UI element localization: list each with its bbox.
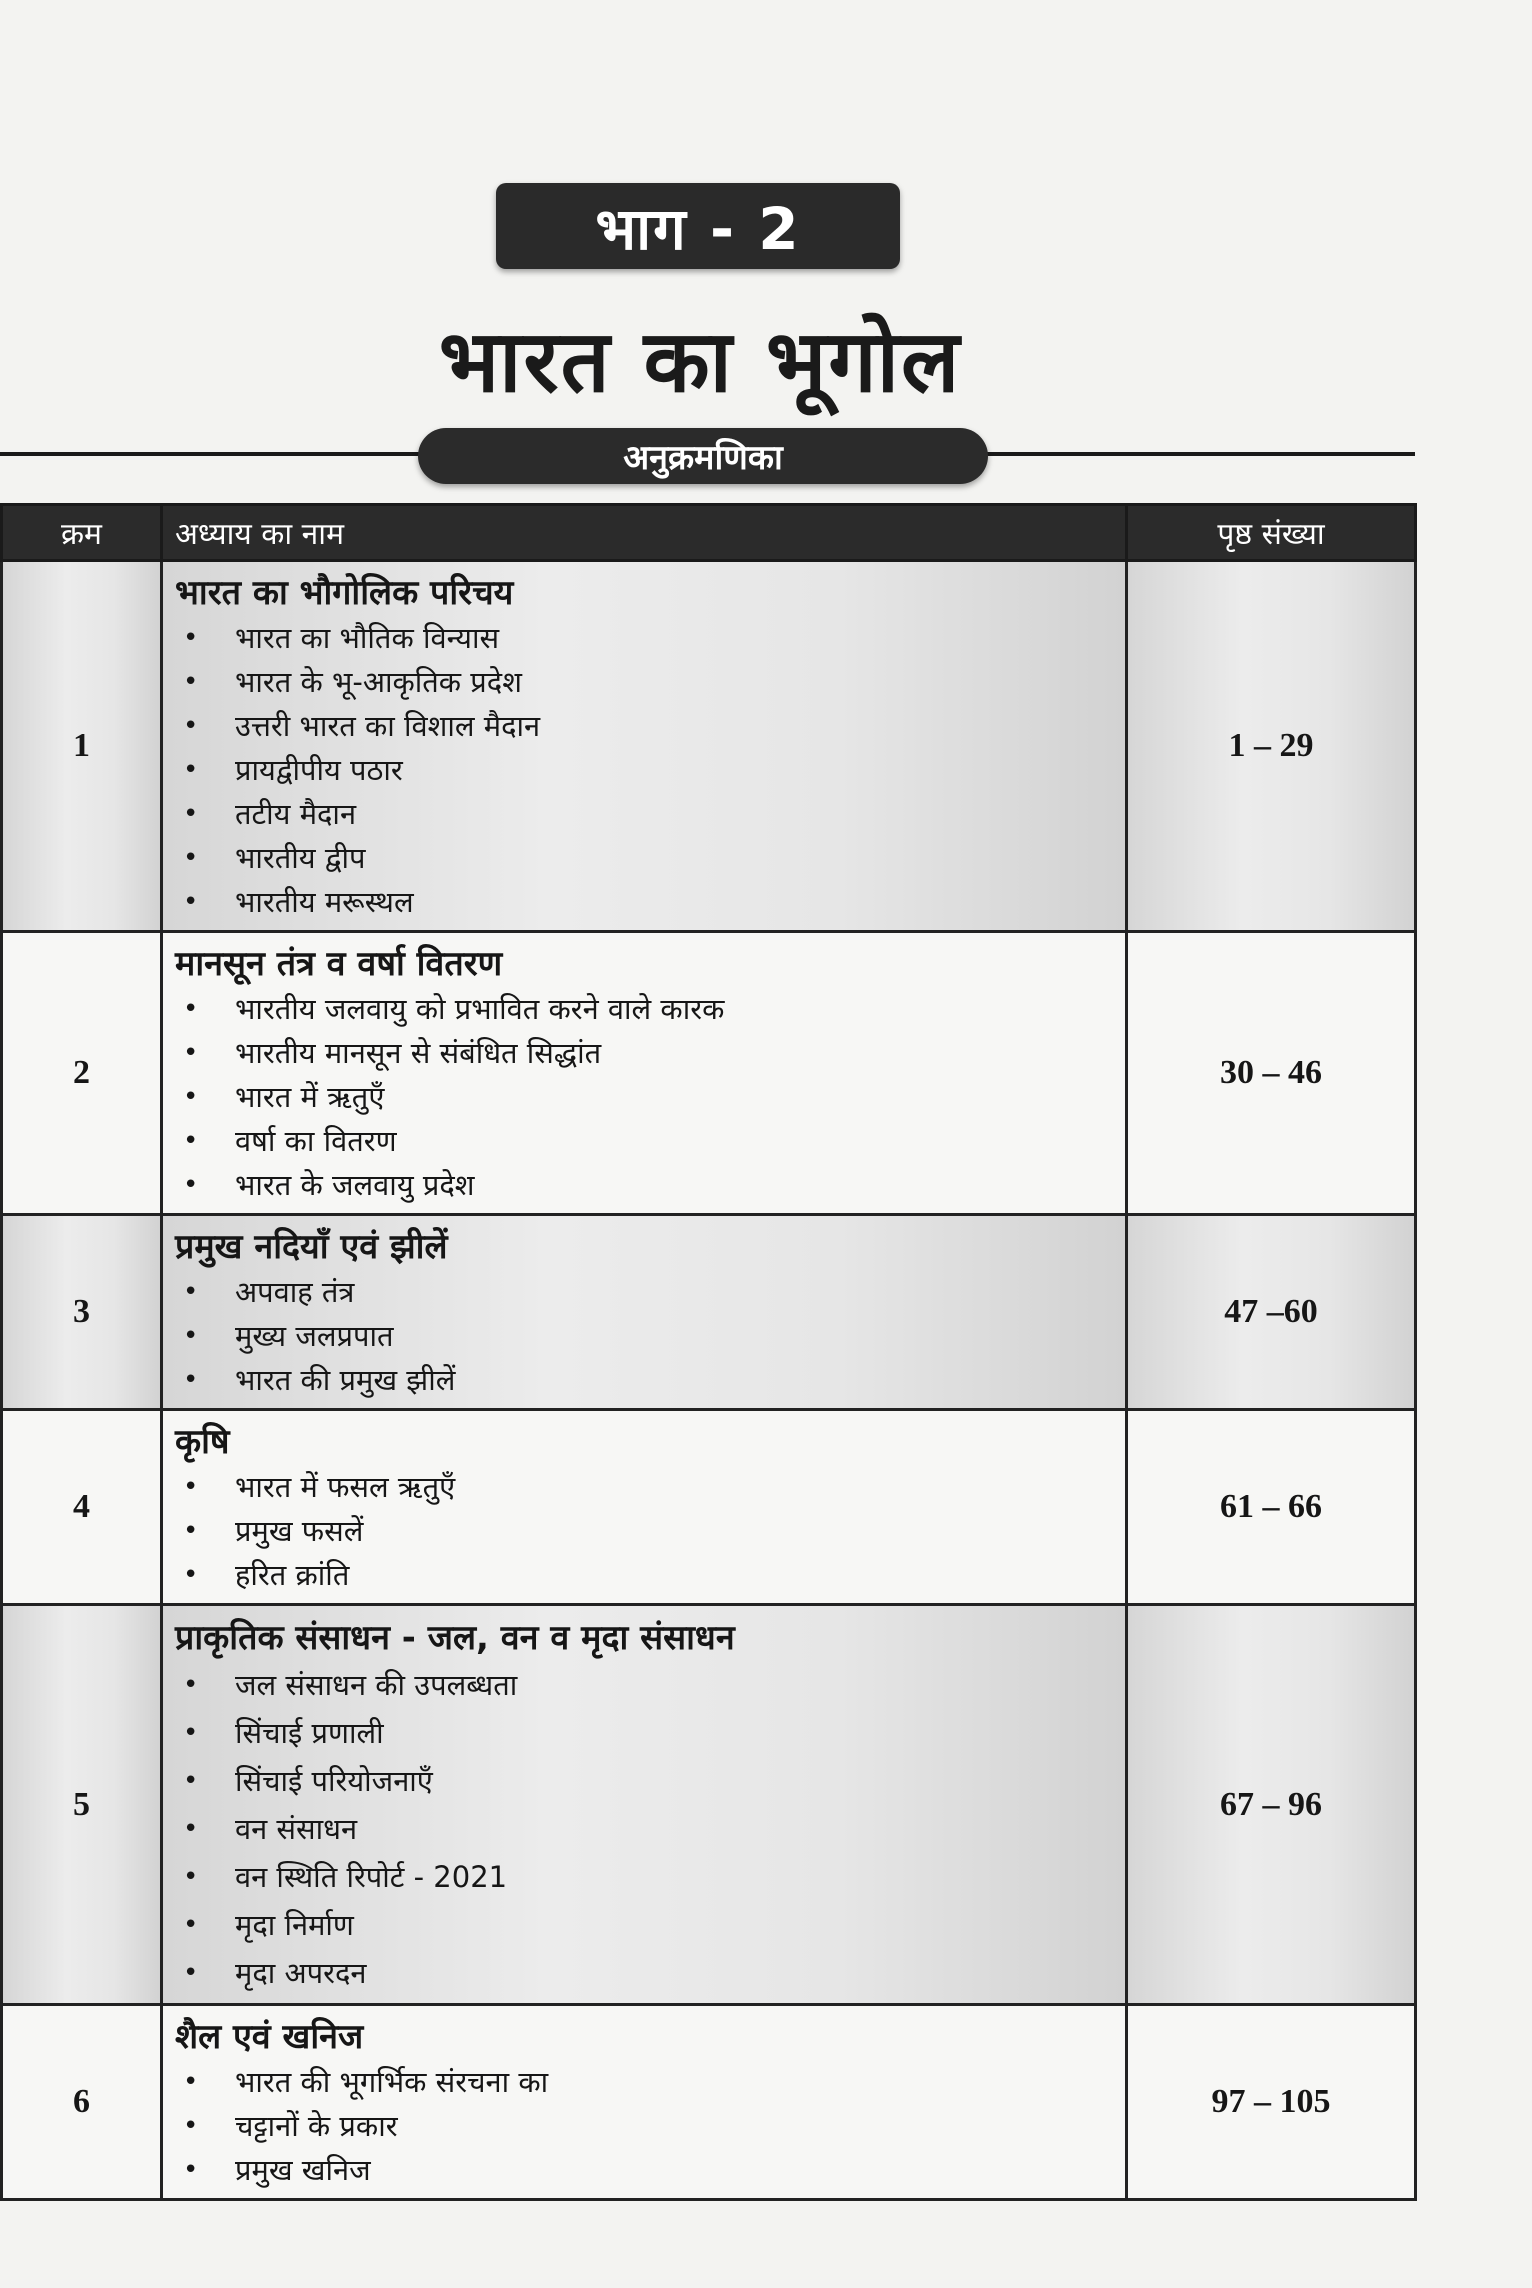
topic-item	[175, 1314, 1113, 1358]
bullet-icon: •	[183, 1717, 199, 1748]
topic-text: भारत के जलवायु प्रदेश	[235, 1168, 475, 1202]
bullet-icon: •	[183, 623, 199, 653]
header-chapter: अध्याय का नाम	[162, 505, 1127, 561]
chapter-cell	[162, 1215, 1127, 1410]
topic-list	[175, 2060, 1113, 2192]
header-page: पृष्ठ संख्या	[1127, 505, 1416, 561]
topic-text: भारतीय मरूस्थल	[235, 885, 414, 919]
chapter-number: 1	[2, 561, 162, 932]
table-row	[2, 2005, 1416, 2200]
topic-item	[175, 1465, 1113, 1509]
bullet-icon: •	[183, 1277, 199, 1307]
topic-item	[175, 1509, 1113, 1553]
topic-text: प्रमुख फसलें	[235, 1514, 364, 1548]
chapter-number: 2	[2, 932, 162, 1215]
topic-list	[175, 987, 1113, 1207]
page-range: 47 –60	[1127, 1215, 1416, 1410]
bullet-icon: •	[183, 843, 199, 873]
topic-text: वन स्थिति रिपोर्ट - 2021	[235, 1859, 508, 1894]
topic-text: भारतीय जलवायु को प्रभावित करने वाले कारक	[235, 992, 725, 1026]
bullet-icon: •	[183, 1170, 199, 1200]
topic-text: प्रमुख खनिज	[235, 2153, 371, 2187]
topic-item	[175, 704, 1113, 748]
table-row	[2, 1605, 1416, 2005]
chapter-title: भारत का भौगोलिक परिचय	[175, 573, 514, 613]
topic-item	[175, 660, 1113, 704]
topic-text: चट्टानों के प्रकार	[235, 2109, 398, 2143]
topic-item	[175, 1031, 1113, 1075]
chapter-title: शैल एवं खनिज	[175, 2017, 364, 2057]
topic-item	[175, 1163, 1113, 1207]
bullet-icon: •	[183, 1957, 199, 1988]
topic-list	[175, 1661, 1113, 1997]
chapter-number: 4	[2, 1410, 162, 1605]
topic-item	[175, 2060, 1113, 2104]
chapter-title: प्राकृतिक संसाधन - जल, वन व मृदा संसाधन	[175, 1617, 735, 1658]
bullet-icon: •	[183, 1082, 199, 1112]
topic-list	[175, 1465, 1113, 1597]
bullet-icon: •	[183, 887, 199, 917]
table-row	[2, 1410, 1416, 1605]
bullet-icon: •	[183, 1861, 199, 1892]
topic-item	[175, 1358, 1113, 1402]
topic-item	[175, 2104, 1113, 2148]
chapter-title: प्रमुख नदियाँ एवं झीलें	[175, 1227, 448, 1267]
topic-item	[175, 1119, 1113, 1163]
topic-text: भारत की प्रमुख झीलें	[235, 1363, 456, 1397]
topic-item	[175, 2148, 1113, 2192]
topic-text: भारत की भूगर्भिक संरचना का	[235, 2065, 549, 2099]
part-badge: भाग - 2	[496, 183, 900, 269]
topic-text: हरित क्रांति	[235, 1558, 350, 1592]
topic-text: मृदा अपरदन	[235, 1955, 367, 1990]
bullet-icon: •	[183, 1516, 199, 1546]
page-range: 67 – 96	[1127, 1605, 1416, 2005]
chapter-cell	[162, 1410, 1127, 1605]
topic-text: भारत में फसल ऋतुएँ	[235, 1470, 456, 1504]
topic-item	[175, 748, 1113, 792]
chapter-cell	[162, 2005, 1127, 2200]
topic-text: वन संसाधन	[235, 1811, 358, 1846]
page-range: 61 – 66	[1127, 1410, 1416, 1605]
bullet-icon: •	[183, 1560, 199, 1590]
table-header-row	[2, 505, 1416, 561]
topic-item	[175, 792, 1113, 836]
bullet-icon: •	[183, 994, 199, 1024]
table-row	[2, 1215, 1416, 1410]
topic-text: जल संसाधन की उपलब्धता	[235, 1667, 518, 1702]
bullet-icon: •	[183, 2111, 199, 2141]
topic-item	[175, 616, 1113, 660]
topic-item	[175, 1661, 1113, 1709]
topic-text: भारत में ऋतुएँ	[235, 1080, 385, 1114]
topic-text: अपवाह तंत्र	[235, 1275, 355, 1309]
topic-item	[175, 1270, 1113, 1314]
bullet-icon: •	[183, 1909, 199, 1940]
chapter-title: कृषि	[175, 1422, 230, 1462]
bullet-icon: •	[183, 1813, 199, 1844]
topic-item	[175, 987, 1113, 1031]
bullet-icon: •	[183, 711, 199, 741]
page-range: 30 – 46	[1127, 932, 1416, 1215]
bullet-icon: •	[183, 667, 199, 697]
topic-item	[175, 1901, 1113, 1949]
bullet-icon: •	[183, 2067, 199, 2097]
topic-item	[175, 880, 1113, 924]
bullet-icon: •	[183, 2155, 199, 2185]
table-row	[2, 561, 1416, 932]
bullet-icon: •	[183, 1669, 199, 1700]
bullet-icon: •	[183, 755, 199, 785]
bullet-icon: •	[183, 1472, 199, 1502]
chapter-cell	[162, 561, 1127, 932]
topic-text: मुख्य जलप्रपात	[235, 1319, 394, 1353]
topic-text: मृदा निर्माण	[235, 1907, 354, 1942]
topic-text: भारत का भौतिक विन्यास	[235, 621, 500, 655]
topic-text: उत्तरी भारत का विशाल मैदान	[235, 709, 541, 743]
chapter-number: 3	[2, 1215, 162, 1410]
topic-list	[175, 616, 1113, 924]
topic-text: तटीय मैदान	[235, 797, 357, 831]
page-range: 1 – 29	[1127, 561, 1416, 932]
topic-text: सिंचाई प्रणाली	[235, 1715, 384, 1750]
chapter-cell	[162, 932, 1127, 1215]
bullet-icon: •	[183, 799, 199, 829]
page-title: भारत का भूगोल	[438, 312, 962, 412]
topic-item	[175, 1949, 1113, 1997]
bullet-icon: •	[183, 1321, 199, 1351]
bullet-icon: •	[183, 1365, 199, 1395]
topic-text: प्रायद्वीपीय पठार	[235, 753, 403, 787]
chapter-cell	[162, 1605, 1127, 2005]
topic-item	[175, 836, 1113, 880]
bullet-icon: •	[183, 1038, 199, 1068]
topic-item	[175, 1853, 1113, 1901]
topic-list	[175, 1270, 1113, 1402]
header-serial: क्रम	[2, 505, 162, 561]
chapter-title: मानसून तंत्र व वर्षा वितरण	[175, 944, 503, 984]
topic-item	[175, 1553, 1113, 1597]
chapter-number: 6	[2, 2005, 162, 2200]
chapter-number: 5	[2, 1605, 162, 2005]
topic-item	[175, 1709, 1113, 1757]
topic-text: भारतीय मानसून से संबंधित सिद्धांत	[235, 1036, 602, 1070]
topic-text: भारतीय द्वीप	[235, 841, 366, 875]
bullet-icon: •	[183, 1126, 199, 1156]
topic-item	[175, 1075, 1113, 1119]
page-range: 97 – 105	[1127, 2005, 1416, 2200]
index-label: अनुक्रमणिका	[418, 428, 988, 484]
topic-text: भारत के भू-आकृतिक प्रदेश	[235, 665, 522, 699]
topic-text: वर्षा का वितरण	[235, 1124, 397, 1158]
contents-table	[0, 503, 1417, 2201]
table-body	[2, 561, 1416, 2200]
topic-item	[175, 1805, 1113, 1853]
topic-text: सिंचाई परियोजनाएँ	[235, 1763, 433, 1798]
bullet-icon: •	[183, 1765, 199, 1796]
topic-item	[175, 1757, 1113, 1805]
table-row	[2, 932, 1416, 1215]
